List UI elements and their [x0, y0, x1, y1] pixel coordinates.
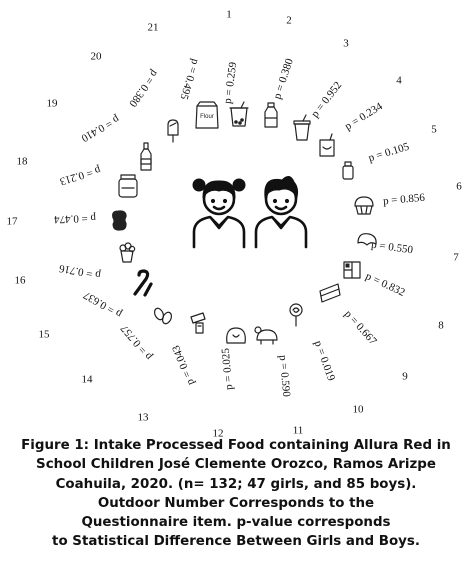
item-number: 13: [137, 411, 149, 424]
item-number: 2: [286, 14, 292, 27]
p-value-label: p = 0.832: [363, 270, 407, 299]
p-value-label: p = 0.025: [219, 347, 236, 391]
item-number: 8: [438, 319, 444, 332]
item-number: 11: [292, 424, 304, 437]
lollipop-icon: [290, 304, 302, 326]
p-value-label: p = 0.213: [58, 163, 102, 188]
item-number: 21: [147, 21, 159, 34]
item-number: 3: [343, 37, 349, 50]
p-value-label: p = 0.590: [276, 354, 293, 398]
straw-cup-icon: [294, 115, 310, 140]
p-value-label: p = 0.757: [118, 322, 155, 363]
item-number: 18: [16, 155, 28, 168]
item-number: 1: [226, 8, 232, 21]
flour-bag-label: Flour: [200, 114, 214, 120]
p-value-label: p = 0.105: [367, 140, 411, 165]
p-value-label: p = 0.495: [177, 57, 202, 101]
p-value-label: p = 0.380: [271, 57, 296, 101]
popcorn-icon: [120, 243, 135, 262]
p-value-label: p = 0.043: [170, 343, 197, 387]
candy-cane-icon: [135, 271, 151, 295]
flour-bag-icon: [196, 102, 218, 128]
caption-line: Outdoor Number Corresponds to the: [97, 495, 375, 511]
item-number: 4: [396, 74, 402, 87]
item-number: 14: [81, 373, 93, 386]
bun-icon: [227, 328, 246, 343]
item-number: 9: [402, 370, 408, 383]
ice-pop-icon: [168, 120, 178, 142]
p-value-label: p = 0.637: [81, 288, 124, 321]
item-number: 17: [6, 215, 18, 228]
item-number: 19: [46, 97, 58, 110]
item-number: 20: [90, 50, 102, 63]
boy-icon: [256, 176, 306, 247]
p-value-label: p = 0.550: [370, 238, 414, 257]
drink-bottle-icon: [265, 103, 277, 127]
item-number: 5: [431, 123, 437, 136]
caption-line: Coahuila, 2020. (n= 132; 47 girls, and 85 boys).: [55, 476, 417, 492]
p-value-label: p = 0.952: [308, 79, 345, 120]
item-number: 12: [212, 427, 224, 440]
gummy-bear-icon: [255, 327, 277, 344]
girl-icon: [193, 179, 245, 247]
p-value-label: p = 0.716: [58, 261, 102, 282]
p-value-label: p = 0.234: [342, 100, 385, 133]
candy-dispenser-icon: [191, 313, 205, 333]
cake-slice-icon: [320, 284, 340, 302]
item-number: 15: [38, 328, 50, 341]
p-value-label: p = 0.019: [311, 339, 338, 383]
peanut-icon: [113, 211, 127, 230]
p-value-label: p = 0.380: [126, 67, 161, 109]
caption-line: to Statistical Difference Between Girls and Boys.: [52, 534, 420, 550]
juice-box-icon: [320, 134, 334, 156]
item-number: 6: [456, 180, 462, 193]
p-value-label: p = 0.667: [341, 308, 379, 348]
cereal-bar-icon: [344, 262, 360, 278]
small-bottle-icon: [343, 162, 353, 179]
peanuts-icon: [153, 307, 173, 325]
p-value-label: p = 0.474: [53, 211, 97, 226]
item-ring: [7, 9, 463, 440]
jar-icon: [119, 175, 137, 197]
caption-line: Figure 1: Intake Processed Food containing Allura Red in: [21, 438, 451, 453]
item-number: 16: [14, 274, 26, 287]
bubble-tea-cup-icon: [230, 102, 248, 126]
item-number: 10: [352, 403, 364, 416]
caption-line: School Children José Clemente Orozco, Ramos Arizpe: [36, 457, 436, 473]
figure-caption: [0, 436, 472, 552]
children-illustration: [193, 176, 306, 247]
p-value-label: p = 0.856: [382, 191, 426, 208]
item-number: 7: [453, 251, 459, 264]
food-icons: [113, 102, 377, 344]
caption-line: Questionnaire item. p-value corresponds: [81, 515, 391, 531]
p-value-label: p = 0.410: [79, 112, 122, 145]
p-value-label: p = 0.259: [221, 61, 240, 105]
sauce-bottle-icon: [141, 143, 151, 170]
cupcake-icon: [355, 197, 373, 214]
